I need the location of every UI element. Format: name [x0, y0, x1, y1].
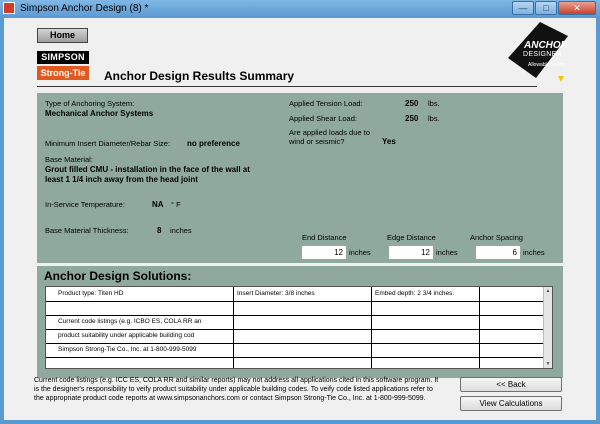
table-row-divider: [46, 357, 544, 358]
table-cell: Insert Diameter: 3/8 inches: [237, 290, 315, 297]
thickness-unit: inches: [170, 226, 192, 235]
page-title: Anchor Design Results Summary: [104, 69, 295, 83]
base-material-label: Base Material:: [45, 155, 93, 164]
main-window: [4, 18, 596, 420]
app-icon: [3, 2, 15, 14]
edge-distance-label: Edge Distance: [387, 233, 436, 242]
temperature-value: NA: [152, 200, 164, 209]
shear-label: Applied Shear Load:: [289, 114, 357, 123]
maximize-button[interactable]: □: [535, 1, 557, 15]
edge-distance-unit: inches: [436, 248, 458, 257]
table-cell: Current code listings (e.g. ICBO ES, COLA RR an: [58, 318, 202, 325]
window-title: Simpson Anchor Design (8) *: [20, 3, 149, 14]
thickness-value: 8: [157, 226, 162, 235]
logo-text-designer: DESIGNER: [523, 51, 562, 58]
tension-unit: lbs.: [428, 99, 440, 108]
home-button[interactable]: Home: [37, 28, 88, 43]
scroll-up-arrow-icon[interactable]: ▲: [545, 288, 551, 294]
end-distance-field[interactable]: 12: [302, 246, 346, 259]
edge-distance-field[interactable]: 12: [389, 246, 433, 259]
table-row-divider: [46, 301, 544, 302]
min-diameter-label: Minimum Insert Diameter/Rebar Size:: [45, 139, 171, 148]
end-distance-label: End Distance: [302, 233, 347, 242]
summary-panel: [37, 93, 563, 263]
table-cell: Embed depth: 2 3/4 inches.: [375, 290, 455, 297]
minimize-button[interactable]: —: [512, 1, 534, 15]
end-distance-unit: inches: [349, 248, 371, 257]
solutions-scrollbar[interactable]: [543, 287, 552, 368]
temperature-unit: ° F: [171, 200, 181, 209]
tension-value: 250: [405, 99, 419, 108]
table-col-divider: [371, 287, 372, 369]
table-col-divider: [479, 287, 480, 369]
scroll-down-arrow-icon[interactable]: ▼: [545, 361, 551, 367]
view-calculations-button[interactable]: View Calculations: [460, 396, 562, 411]
base-material-value: Grout filled CMU - installation in the face of the wall at least 1 1/4 inch away from the head joint: [45, 165, 250, 184]
table-col-divider: [233, 287, 234, 369]
solutions-title: Anchor Design Solutions:: [44, 269, 192, 283]
anchor-spacing-field[interactable]: 6: [476, 246, 520, 259]
seismic-label: Are applied loads due to wind or seismic?: [289, 128, 370, 146]
table-cell: Product type: Titen HD: [58, 290, 124, 297]
shear-unit: lbs.: [428, 114, 440, 123]
anchor-spacing-unit: inches: [523, 248, 545, 257]
logo-text-anchor: ANCHOR: [524, 40, 568, 51]
solutions-panel: [37, 266, 563, 378]
solutions-table[interactable]: [45, 286, 553, 369]
table-cell: Simpson Strong-Tie Co., Inc. at 1-800-999-5099: [58, 346, 197, 353]
anchoring-system-label: Type of Anchoring System:: [45, 99, 135, 108]
anchor-designer-logo: [500, 18, 570, 84]
seismic-value: Yes: [382, 137, 396, 146]
thickness-label: Base Material Thickness:: [45, 226, 129, 235]
table-row-divider: [46, 343, 544, 344]
code-disclaimer: Current code listings (e.g. ICC ES, COLA RR and similar reports) may not address all applications cited in this software program. It is the designer's responsibility to veify product suitability under applicable building codes. To veify code listed applications refer to the appropriate product code reports at www.simpsonanchors.com or contact Simpson Strong-Tie Co., Inc. at 1-800-999-5099.: [34, 377, 439, 402]
shear-value: 250: [405, 114, 419, 123]
simpson-logo: SIMPSON: [37, 51, 89, 64]
anchoring-system-value: Mechanical Anchor Systems: [45, 109, 154, 118]
logo-text-allowable: Allowable Stress: [528, 62, 565, 68]
close-button[interactable]: ✕: [558, 1, 596, 15]
back-button[interactable]: << Back: [460, 377, 562, 392]
table-cell: product suitability under applicable building cod: [58, 332, 195, 339]
temperature-label: In-Service Temperature:: [45, 200, 125, 209]
min-diameter-value: no preference: [187, 139, 240, 148]
table-row-divider: [46, 329, 544, 330]
anchor-spacing-label: Anchor Spacing: [470, 233, 523, 242]
table-row-divider: [46, 315, 544, 316]
tension-label: Applied Tension Load:: [289, 99, 363, 108]
strong-tie-logo: Strong-Tie: [37, 66, 89, 80]
title-bar[interactable]: [0, 0, 600, 17]
title-divider: [37, 86, 537, 87]
